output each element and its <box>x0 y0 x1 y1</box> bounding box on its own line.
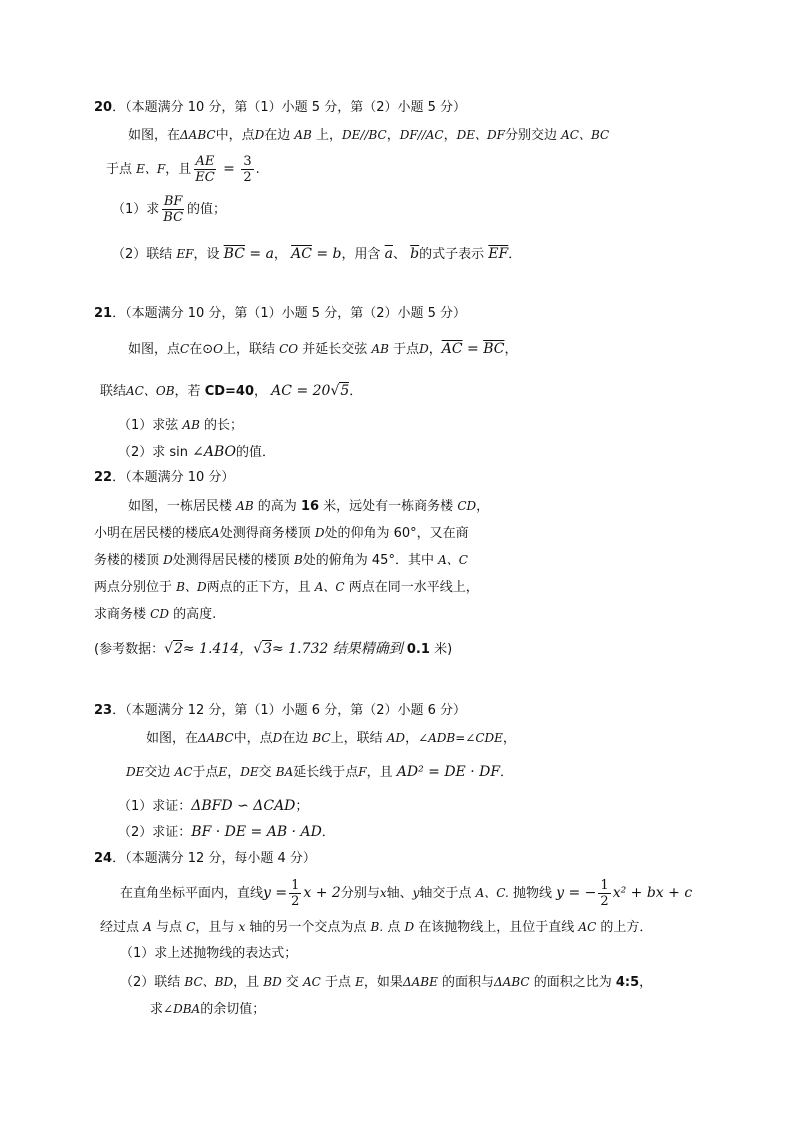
q20-p2f: ， <box>273 247 287 262</box>
q22-ref4: 3 <box>263 641 273 657</box>
q24-p1: （1）求上述抛物线的表达式； <box>120 946 298 961</box>
q21-line2: 联结AC、OB，若 CD=40， AC = 20√5． <box>100 383 363 399</box>
q22-l3a: 务楼的楼顶 <box>94 553 160 568</box>
q21-p1b: AB <box>182 418 200 432</box>
q22-l1f: CD <box>457 499 477 513</box>
q24-l2e: ，且与 <box>195 920 235 935</box>
q21-l2f: AC = 20 <box>271 383 331 399</box>
q23-l1j: ∠ADB=∠CDE <box>418 731 503 745</box>
q24-l1num: 1 <box>291 878 300 893</box>
q24-l1g: y <box>412 886 420 900</box>
q22-l1e: 米，远处有一栋商务楼 <box>323 499 454 514</box>
q23-l2c: AC <box>174 765 193 779</box>
q24-l1j: 抛物线 <box>512 886 552 901</box>
q21-l1h: AB <box>371 342 389 356</box>
q20-fraction-3-2 <box>241 154 253 185</box>
q20-l2c: ，且 <box>165 162 192 177</box>
q22-l4c: 两点的正下方，且 <box>206 580 311 595</box>
q23-l2b: 交边 <box>144 765 171 780</box>
q24-p3b: ∠DBA <box>163 1002 201 1016</box>
q22-l2b: A <box>211 526 220 540</box>
q21-p2c: 的值． <box>236 445 276 460</box>
q22-ref1: (参考数据： <box>94 642 165 657</box>
q23-line2 <box>126 763 513 782</box>
q22-header: ．（本题满分 10 分） <box>112 470 235 485</box>
q22-l1c: 的高为 <box>257 499 297 514</box>
q23-l2n: ． <box>500 765 514 780</box>
q20-line2 <box>106 149 260 190</box>
q20-p2j: $\overline{a}$ <box>384 246 394 262</box>
q21-l2e: ， <box>254 384 268 399</box>
q24-line2 <box>100 918 652 937</box>
q22-line4 <box>94 578 479 597</box>
q24-l1den: 2 <box>291 894 300 909</box>
q20-fraction-bf-bc <box>161 194 185 225</box>
q22-number: 22 <box>94 470 113 485</box>
q21-l1i: 于点 <box>393 342 420 357</box>
q21-l1j: D <box>419 342 429 356</box>
q23-p1c: ； <box>295 799 309 814</box>
q20-line1 <box>128 126 609 145</box>
q23-l1d: D <box>272 731 283 745</box>
q22-l4b: B、D <box>176 580 207 594</box>
q23-l1i: ， <box>405 731 419 746</box>
q24-p2o: ， <box>639 975 653 990</box>
q20-l2num1: AE <box>195 154 215 169</box>
q21-l2h: ． <box>349 384 363 399</box>
q20-p2a: （2）联结 <box>112 247 173 262</box>
q24-number: 24 <box>94 851 113 866</box>
q20-l1i: ， <box>386 128 400 143</box>
q22-l5a: 求商务楼 <box>94 607 147 622</box>
q20-header: ．（本题满分 10 分，第（1）小题 5 分，第（2）小题 5 分） <box>112 100 467 115</box>
q24-p2i: ，如果 <box>363 975 403 990</box>
q24-p2c: ，且 <box>233 975 260 990</box>
q24-l1i: A、C. <box>475 886 509 900</box>
q24-p2e: 交 <box>285 975 299 990</box>
q23-l2a: DE <box>126 765 145 779</box>
q21-l1d: O <box>213 342 223 356</box>
q24-l2k: 在该抛物线上，且位于直线 <box>418 920 575 935</box>
q21-l1l: $\overline{AC}$ <box>441 341 463 357</box>
q20-p2m: 的式子表示 <box>419 247 485 262</box>
q24-l2m: 的上方． <box>600 920 653 935</box>
q22-ref5: ≈ 1.732 结果精确到 <box>272 641 403 657</box>
q24-l2c: 与点 <box>155 920 182 935</box>
q21-l1f: CO <box>279 342 299 356</box>
q22-l1d: 16 <box>300 499 320 514</box>
q24-l2d: C <box>186 920 196 934</box>
q20-l1b: ΔABC <box>180 128 216 142</box>
q20-fraction-ae-ec <box>193 154 216 185</box>
q24-p2k: 的面积与 <box>442 975 495 990</box>
q24-part3 <box>150 1000 265 1019</box>
q21-l1a: 如图，点 <box>128 342 181 357</box>
q22-l4e: 两点在同一水平线上， <box>348 580 479 595</box>
q23-p1b: ΔBFD ∽ ΔCAD <box>191 798 296 814</box>
q21-l1n: $\overline{BC}$ <box>483 341 505 357</box>
q24-l1h: 轴交于点 <box>419 886 472 901</box>
q20-p2d: $\overline{BC}$ <box>223 246 245 262</box>
q22-ref7: 米) <box>434 642 453 657</box>
q21-l2c: ，若 <box>174 384 201 399</box>
q22-ref6: 0.1 <box>406 642 430 657</box>
q20-l1h: DE//BC <box>342 128 387 142</box>
q21-l2b: AC、OB <box>126 384 175 398</box>
q23-l2h: 交 <box>258 765 272 780</box>
q24-l1l: x² + bx + c <box>612 885 693 901</box>
q22-l3c: 处测得居民楼的楼顶 <box>172 553 290 568</box>
q20-l1n: AC、BC <box>561 128 610 142</box>
q23-l1a: 如图，在 <box>146 731 199 746</box>
q21-l1g: 并延长交弦 <box>302 342 368 357</box>
q21-l2a: 联结 <box>100 384 127 399</box>
q21-l1b: C <box>180 342 190 356</box>
q23-l2d: 于点 <box>192 765 219 780</box>
q22-l2a: 小明在居民楼的楼底 <box>94 526 212 541</box>
q24-l2a: 经过点 <box>100 920 140 935</box>
q22-header <box>94 469 234 487</box>
q20-l2end: . <box>255 162 260 177</box>
q23-p1a: （1）求证： <box>118 799 192 814</box>
q20-p2o: ． <box>508 247 522 262</box>
q20-l2num2: 3 <box>243 154 252 169</box>
q20-l2eq: = <box>218 161 240 177</box>
q22-ref3: ≈ 1.414， <box>182 641 254 657</box>
q20-l1c: 中，点 <box>215 128 255 143</box>
q21-number: 21 <box>94 306 113 321</box>
q20-l1m: 分别交边 <box>504 128 557 143</box>
q21-l1o: ， <box>504 342 518 357</box>
q24-p3a: 求 <box>150 1002 164 1017</box>
q20-l2den2: 2 <box>243 170 252 185</box>
q24-l2f: x <box>238 920 246 934</box>
q22-reference-data: (参考数据：√2≈ 1.414，√3≈ 1.732 结果精确到 0.1 米) <box>94 641 453 657</box>
q20-p1b: 的值； <box>187 202 227 217</box>
q24-p2b: BC、BD <box>184 975 234 989</box>
q20-p2c: ，设 <box>193 247 220 262</box>
q20-l1e: 在边 <box>264 128 291 143</box>
q24-p2g: 于点 <box>325 975 352 990</box>
q24-l1den2: 2 <box>600 894 609 909</box>
q20-l2a: 于点 <box>106 162 133 177</box>
q23-l2m: AD² = DE · DF <box>396 764 501 780</box>
q23-l2k: F <box>358 765 367 779</box>
q22-l1g: ， <box>476 499 490 514</box>
q24-p2m: 的面积之比为 <box>533 975 612 990</box>
q23-part1 <box>118 797 308 816</box>
q22-l3b: D <box>163 553 173 567</box>
q22-l1a: 如图，一栋居民楼 <box>128 499 233 514</box>
q23-l1f: BC <box>312 731 331 745</box>
q20-l1l: DE、DF <box>456 128 505 142</box>
q24-l1d: 分别与 <box>340 886 380 901</box>
q21-p1a: （1）求弦 <box>118 418 179 433</box>
q22-l2d: D <box>314 526 325 540</box>
q21-l2g: 5 <box>340 383 350 399</box>
q22-l5b: CD <box>150 607 169 621</box>
q23-l2i: BA <box>275 765 294 779</box>
q22-l2c: 处测得商务楼顶 <box>219 526 311 541</box>
q21-p2b: ∠ABO <box>192 444 237 460</box>
q22-l5c: 的高度. <box>173 607 217 622</box>
q20-p2e: = a <box>244 246 274 262</box>
q23-l2f: ， <box>227 765 241 780</box>
q24-line1 <box>120 873 692 914</box>
q24-l1b: y = <box>263 885 288 901</box>
q20-l1a: 如图，在 <box>128 128 181 143</box>
q24-p2h: E <box>355 975 364 989</box>
q24-p2f: AC <box>303 975 321 989</box>
q24-p2n: 4:5 <box>615 975 640 990</box>
q20-p1den: BC <box>163 210 184 225</box>
q20-l2den1: EC <box>195 170 215 185</box>
q20-l1k: ， <box>443 128 457 143</box>
q21-line1 <box>128 340 517 359</box>
q24-l1k: y = − <box>556 885 597 901</box>
q24-l1a: 在直角坐标平面内，直线 <box>120 886 264 901</box>
q22-l4a: 两点分别位于 <box>94 580 173 595</box>
q21-p2a: （2）求 sin <box>118 445 189 460</box>
q22-line1 <box>128 497 489 516</box>
q24-part1 <box>120 945 297 963</box>
q23-l1k: ， <box>502 731 516 746</box>
q24-l2i: 点 <box>387 920 401 935</box>
q23-l1e: 在边 <box>282 731 309 746</box>
q23-p2c: ． <box>321 825 335 840</box>
q23-header: ．（本题满分 12 分，第（1）小题 6 分，第（2）小题 6 分） <box>112 703 467 718</box>
q20-p2l: $\overline{b}$ <box>410 246 420 262</box>
q20-p2i: ，用含 <box>341 247 381 262</box>
q24-l1num2: 1 <box>600 878 609 893</box>
q23-l2l: ，且 <box>366 765 393 780</box>
q21-l1c: 在⊙ <box>189 342 214 357</box>
q24-header <box>94 850 316 868</box>
q21-l1k: ， <box>428 342 442 357</box>
q24-p2j: ΔABE <box>402 975 438 989</box>
q21-p1c: 的长； <box>204 418 244 433</box>
q22-l3d: B <box>293 553 303 567</box>
q24-l1f: 轴、 <box>386 886 413 901</box>
q22-l4d: A、C <box>314 580 345 594</box>
q23-p2b: BF · DE = AB · AD <box>191 824 322 840</box>
q24-l2l: AC <box>578 920 597 934</box>
q21-header: ．（本题满分 10 分，第（1）小题 5 分，第（2）小题 5 分） <box>112 306 467 321</box>
q20-header <box>94 99 466 117</box>
q20-part1 <box>112 190 226 230</box>
q23-part2 <box>118 823 335 842</box>
q23-l2e: E <box>218 765 228 779</box>
q20-p2b: EF <box>176 247 194 261</box>
q20-l1d: D <box>254 128 265 142</box>
q22-l2e: 处的仰角为 60°，又在商 <box>324 526 469 541</box>
q23-header <box>94 702 466 720</box>
q23-number: 23 <box>94 703 113 718</box>
q20-number: 20 <box>94 100 113 115</box>
q20-l1f: AB <box>294 128 312 142</box>
q20-part2 <box>112 245 521 264</box>
q24-l2b: A <box>143 920 152 934</box>
q22-line3 <box>94 551 468 570</box>
q24-fraction-neg-1-2 <box>598 878 610 909</box>
q24-p2a: （2）联结 <box>120 975 181 990</box>
q20-l1j: DF//AC <box>399 128 444 142</box>
q21-part2 <box>118 443 275 462</box>
q22-l3e: 处的俯角为 45°．其中 <box>302 553 434 568</box>
q22-ref2: 2 <box>174 641 183 657</box>
q23-line1 <box>146 729 516 748</box>
q23-l1c: 中，点 <box>233 731 273 746</box>
q20-p2g: $\overline{AC}$ <box>291 246 312 262</box>
q24-p3c: 的余切值； <box>200 1002 266 1017</box>
q22-line2 <box>94 524 469 543</box>
q23-p2a: （2）求证： <box>118 825 192 840</box>
q21-header <box>94 305 466 323</box>
q21-l1m: = <box>462 341 484 357</box>
q24-l1e: x <box>379 886 387 900</box>
q23-l2j: 延长线于点 <box>293 765 359 780</box>
q22-l1b: AB <box>236 499 254 513</box>
q24-l2g: 轴的另一个交点为点 <box>249 920 367 935</box>
q20-p1a: （1）求 <box>112 202 160 217</box>
q20-p2h: = b <box>311 246 342 262</box>
q24-fraction-1-2 <box>289 878 301 909</box>
q20-p2n: $\overline{EF}$ <box>488 246 509 262</box>
q21-l2d: CD=40 <box>204 384 255 399</box>
q20-l2b: E、F <box>136 162 166 176</box>
q21-part1 <box>118 416 243 435</box>
q24-p2d: BD <box>263 975 282 989</box>
q22-l3f: A、C <box>438 553 468 567</box>
q23-l1h: AD <box>386 731 406 745</box>
q23-l2g: DE <box>240 765 259 779</box>
q20-p1num: BF <box>163 194 183 209</box>
q23-l1g: 上，联结 <box>330 731 383 746</box>
q24-l2j: D <box>404 920 415 934</box>
q22-line5 <box>94 605 216 624</box>
q20-l1g: 上， <box>316 128 343 143</box>
q24-p2l: ΔABC <box>494 975 530 989</box>
q24-l1c: x + 2 <box>303 885 341 901</box>
q24-part2 <box>120 973 652 992</box>
q21-l1e: 上，联结 <box>222 342 275 357</box>
q24-l2h: B. <box>370 920 384 934</box>
q20-p2k: 、 <box>393 247 407 262</box>
q23-l1b: ΔABC <box>198 731 234 745</box>
q24-header: ．（本题满分 12 分，每小题 4 分） <box>112 851 316 866</box>
